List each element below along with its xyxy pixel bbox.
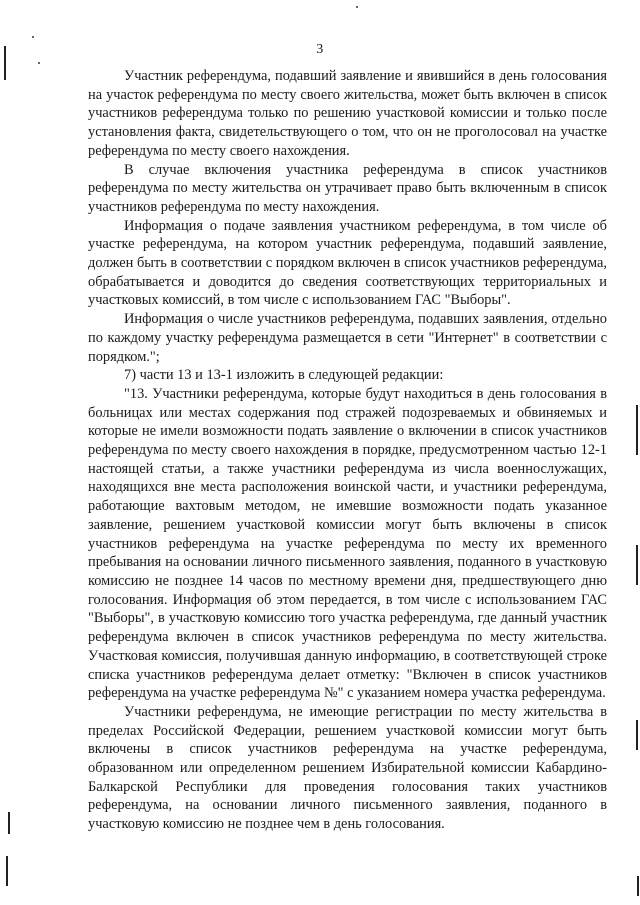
page-number: 3 — [316, 42, 324, 57]
scan-mark-right — [636, 545, 638, 585]
paragraph: Участники референдума, не имеющие регистрации по месту жительства в пределах Российской Федерации, решением участковой комиссии могут быть включены в список участников референдума на участке референдума, образованном или определенном решением Избирательной комиссии Кабардино-Балкарской Республики для проведения голосования таких участников референдума, на основании личного письменного заявления, поданного в участковую комиссию не позднее чем в день голосования. — [88, 703, 607, 833]
scan-mark-left — [4, 46, 6, 80]
paragraph: Участник референдума, подавший заявление и явившийся в день голосования на участок референдума по месту своего жительства, может быть включен в список участников референдума только по решению участковой комиссии и только после установления факта, свидетельствующего о том, что он не проголосовал на участке референдума по месту своего нахождения. — [88, 68, 607, 159]
scan-mark-right — [636, 720, 638, 750]
paragraph: В случае включения участника референдума в список участников референдума по месту жительства он утрачивает право быть включенным в список участников референдума по месту нахождения. — [88, 161, 607, 215]
scan-mark-right — [636, 405, 638, 455]
paragraph: "13. Участники референдума, которые будут находиться в день голосования в больницах или местах содержания под стражей подозреваемых и обвиняемых и которые не имели возможности подать заявление о включении в список участников референдума по месту своего нахождения в порядке, предусмотренном частью 12-1 настоящей статьи, а также участники референдума из числа военнослужащих, находящихся вне места расположения воинской части, и участники референдума, работающие вахтовым методом, не имевшие возможности подать указанное заявление, решением участковой комиссии могут быть включены в список участников референдума на участке референдума по месту их временного пребывания на основании личного письменного заявления, поданного в участковую комиссию не позднее 14 часов по местному времени дня, предшествующего дню голосования. Информация об этом передается, в том числе с использованием ГАС "Выборы", в участковую комиссию того участка референдума, где данный участник референдума включен в список участников референдума по месту жительства. Участковая комиссия, получившая данную информацию, в соответствующей строке списка участников референдума делает отметку: "Включен в список участников референдума на участке референдума №" с указанием номера участка референдума. — [88, 385, 607, 702]
scan-mark-left — [8, 812, 10, 834]
paragraph: 7) части 13 и 13-1 изложить в следующей редакции: — [124, 367, 444, 384]
scan-dot — [38, 62, 40, 64]
scan-dot — [32, 36, 34, 38]
scan-dot — [356, 6, 358, 8]
scan-mark-right — [637, 876, 639, 896]
document-body — [88, 67, 607, 834]
paragraph: Информация о числе участников референдума, подавших заявления, отдельно по каждому участку референдума размещается в сети "Интернет" в соответствии с порядком."; — [88, 311, 607, 365]
scan-mark-left — [6, 856, 8, 886]
paragraph: Информация о подаче заявления участником референдума, в том числе об участке референдума, на котором участник референдума, подавший заявление, должен быть в соответствии с порядком включен в список участников референдума, обрабатывается и доводится до сведения соответствующих территориальных и участковых комиссий, в том числе с использованием ГАС "Выборы". — [88, 217, 607, 309]
